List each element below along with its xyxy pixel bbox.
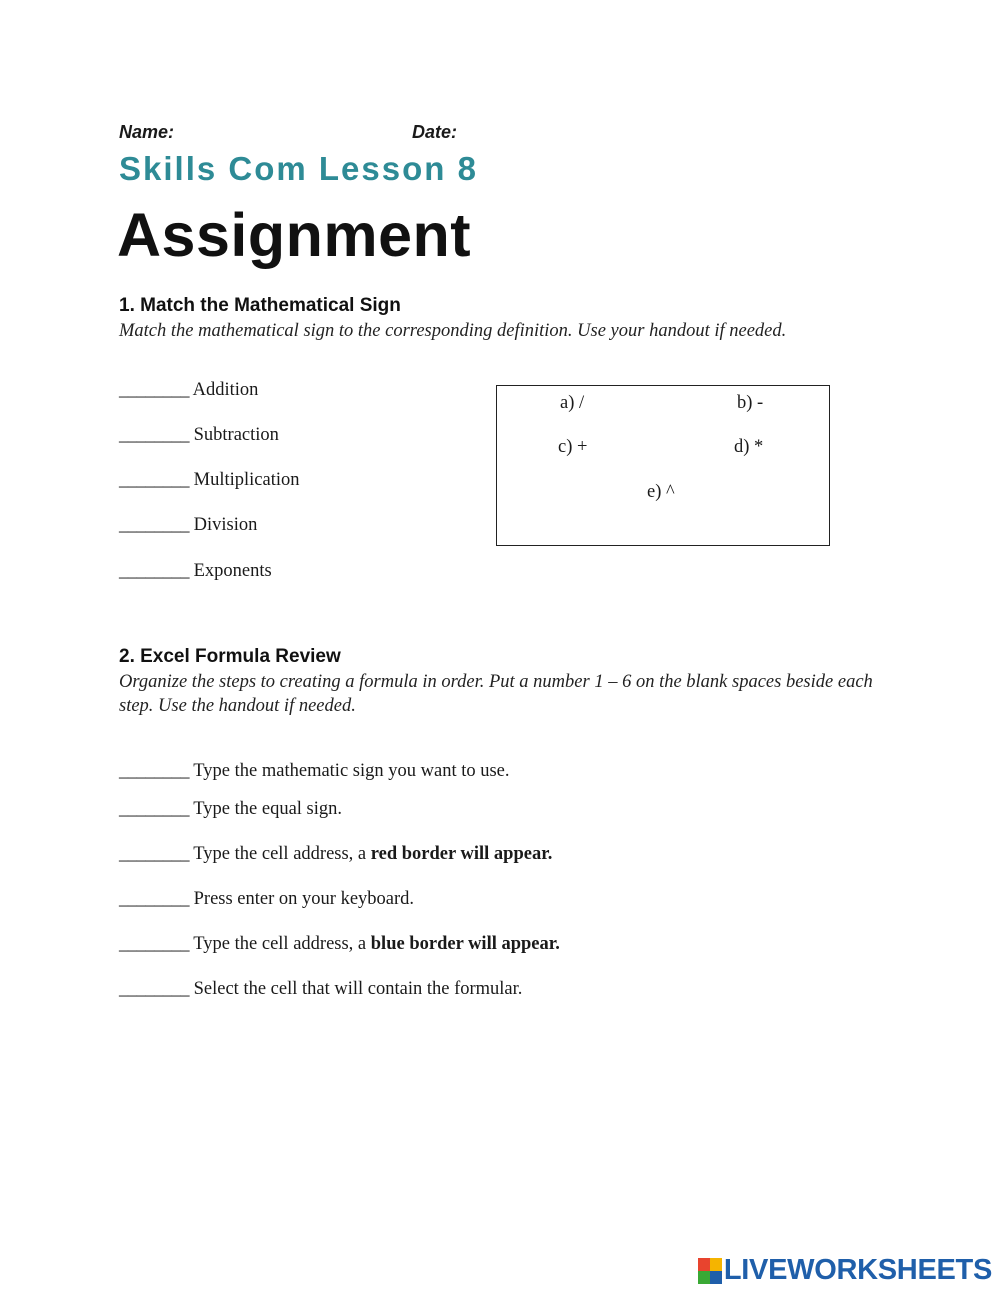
match-label: Multiplication [193,470,300,490]
match-item-division [119,515,257,536]
step-emphasis: red border will appear. [370,844,553,864]
logo-text: LIVEWORKSHEETS [723,1254,992,1286]
answer-blank[interactable]: ________ [119,515,189,535]
step-row [119,799,342,820]
step-text: Type the cell address, a [193,934,371,954]
answer-blank[interactable]: ________ [119,844,189,864]
section1-description: Match the mathematical sign to the corresponding definition. Use your handout if needed. [119,321,787,341]
match-item-addition [119,380,258,401]
step-text: Type the cell address, a [193,844,371,864]
step-row [119,934,560,955]
page-title: Assignment [117,201,472,269]
step-text: Type the mathematic sign you want to use. [193,761,510,781]
answer-blank[interactable]: ________ [119,761,189,781]
match-label: Division [193,515,258,535]
option-e: e) ^ [647,482,675,502]
section2-heading: 2. Excel Formula Review [119,646,341,667]
liveworksheets-logo[interactable] [698,1254,992,1287]
answer-blank[interactable]: ________ [119,979,189,999]
answer-blank[interactable]: ________ [119,561,189,581]
option-a: a) / [560,393,585,413]
answer-blank[interactable]: ________ [119,470,189,490]
section1-heading: 1. Match the Mathematical Sign [119,295,401,316]
answer-blank[interactable]: ________ [119,799,189,819]
answer-blank[interactable]: ________ [119,380,189,400]
step-row [119,889,414,910]
answer-blank[interactable]: ________ [119,425,189,445]
step-row [119,844,552,865]
step-text: Press enter on your keyboard. [193,889,415,909]
option-c: c) + [558,437,588,457]
step-row [119,761,510,782]
answer-blank[interactable]: ________ [119,934,189,954]
liveworksheets-logo-icon [698,1258,722,1284]
match-item-exponents [119,561,272,582]
match-label: Addition [192,380,259,400]
step-text: Select the cell that will contain the formular. [193,979,523,999]
name-label: Name: [119,122,175,142]
option-b: b) - [737,393,764,413]
step-emphasis: blue border will appear. [370,934,560,954]
subtitle: Skills Com Lesson 8 [119,150,478,187]
step-row [119,979,522,1000]
options-box [496,385,830,546]
date-label: Date: [412,122,458,142]
answer-blank[interactable]: ________ [119,889,189,909]
section2-description: Organize the steps to creating a formula in order. Put a number 1 – 6 on the blank spaces beside each step. Use the handout if needed. [119,672,873,716]
step-text: Type the equal sign. [193,799,343,819]
match-label: Subtraction [193,425,279,445]
match-item-multiplication [119,470,299,491]
match-label: Exponents [193,561,272,581]
option-d: d) * [734,437,764,457]
match-item-subtraction [119,425,279,446]
